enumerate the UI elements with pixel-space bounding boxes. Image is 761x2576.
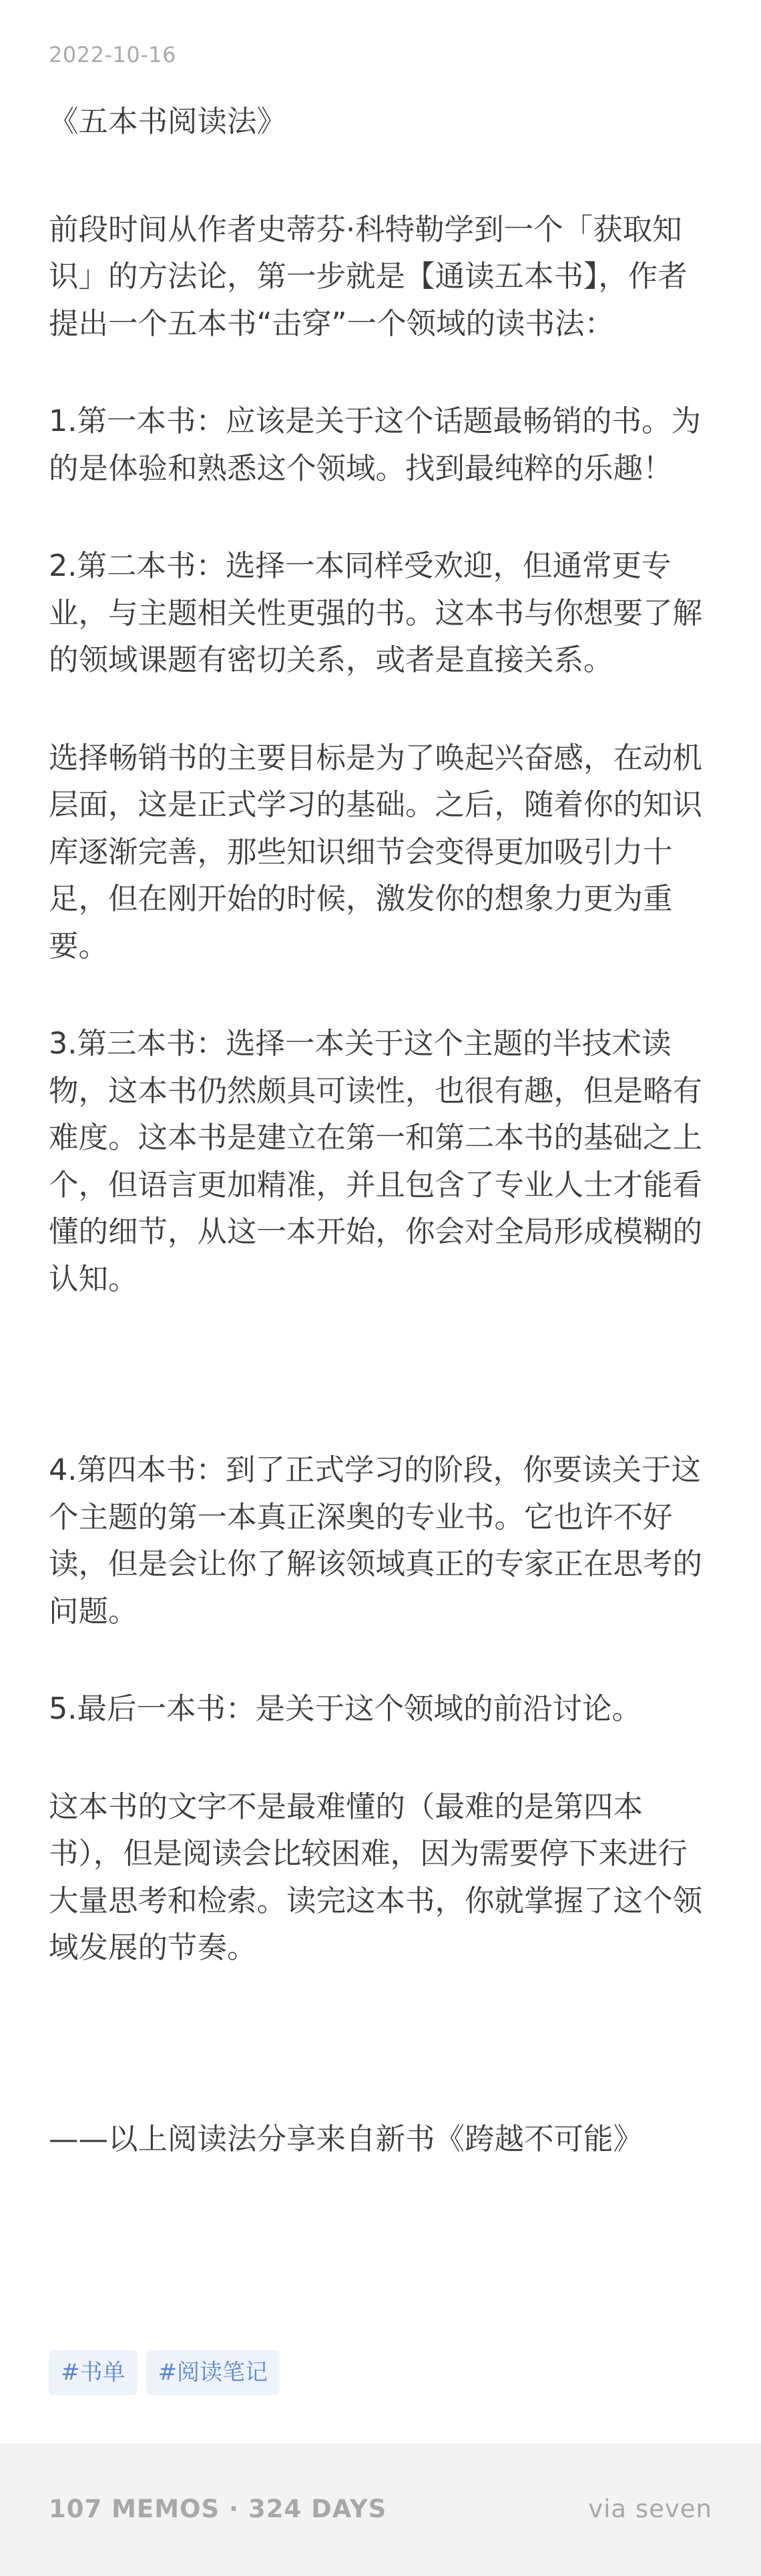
memo-paragraph: 4.第四本书：到了正式学习的阶段，你要读关于这个主题的第一本真正深奥的专业书。它也许不好读，但是会让你了解该领域真正的专家正在思考的问题。: [49, 1453, 703, 1629]
memo-paragraph: 这本书的文字不是最难懂的（最难的是第四本书），但是阅读会比较困难，因为需要停下来进行大量思考和检索。读完这本书，你就掌握了这个领域发展的节奏。: [49, 1789, 703, 1965]
tag-list: [49, 2350, 280, 2395]
memo-date: 2022-10-16: [49, 42, 176, 67]
memo-paragraph: 2.第二本书：选择一本同样受欢迎，但通常更专业，与主题相关性更强的书。这本书与你想要了解的领域课题有密切关系，或者是直接关系。: [49, 549, 703, 677]
memo-stats: 107 MEMOS · 324 DAYS: [49, 2495, 387, 2523]
tag[interactable]: #书单: [49, 2350, 138, 2395]
memo-content: [49, 99, 716, 2163]
memo-paragraph: 1.第一本书：应该是关于这个话题最畅销的书。为的是体验和熟悉这个领域。找到最纯粹的乐趣！: [49, 404, 701, 486]
memo-paragraph: 5.最后一本书：是关于这个领域的前沿讨论。: [49, 1692, 642, 1726]
memo-paragraph: 选择畅销书的主要目标是为了唤起兴奋感，在动机层面，这是正式学习的基础。之后，随着你的知识库逐渐完善，那些知识细节会变得更加吸引力十足，但在刚开始的时候，激发你的想象力更为重要。: [49, 741, 703, 963]
memo-title: 《五本书阅读法》: [49, 105, 287, 139]
memo-paragraph: 前段时间从作者史蒂芬·科特勒学到一个「获取知识」的方法论，第一步就是【通读五本书】，作者提出一个五本书“击穿”一个领域的读书法：: [49, 212, 688, 341]
via-label: via seven: [588, 2495, 712, 2523]
tag[interactable]: #阅读笔记: [146, 2350, 280, 2395]
footer: [0, 2443, 761, 2576]
memo-paragraph: ——以上阅读法分享来自新书《跨越不可能》: [49, 2122, 644, 2156]
memo-paragraph: 3.第三本书：选择一本关于这个主题的半技术读物，这本书仍然颇具可读性，也很有趣，但是略有难度。这本书是建立在第一和第二本书的基础之上个，但语言更加精准，并且包含了专业人士才能看懂的细节，从这一本开始，你会对全局形成模糊的认知。: [49, 1027, 703, 1296]
